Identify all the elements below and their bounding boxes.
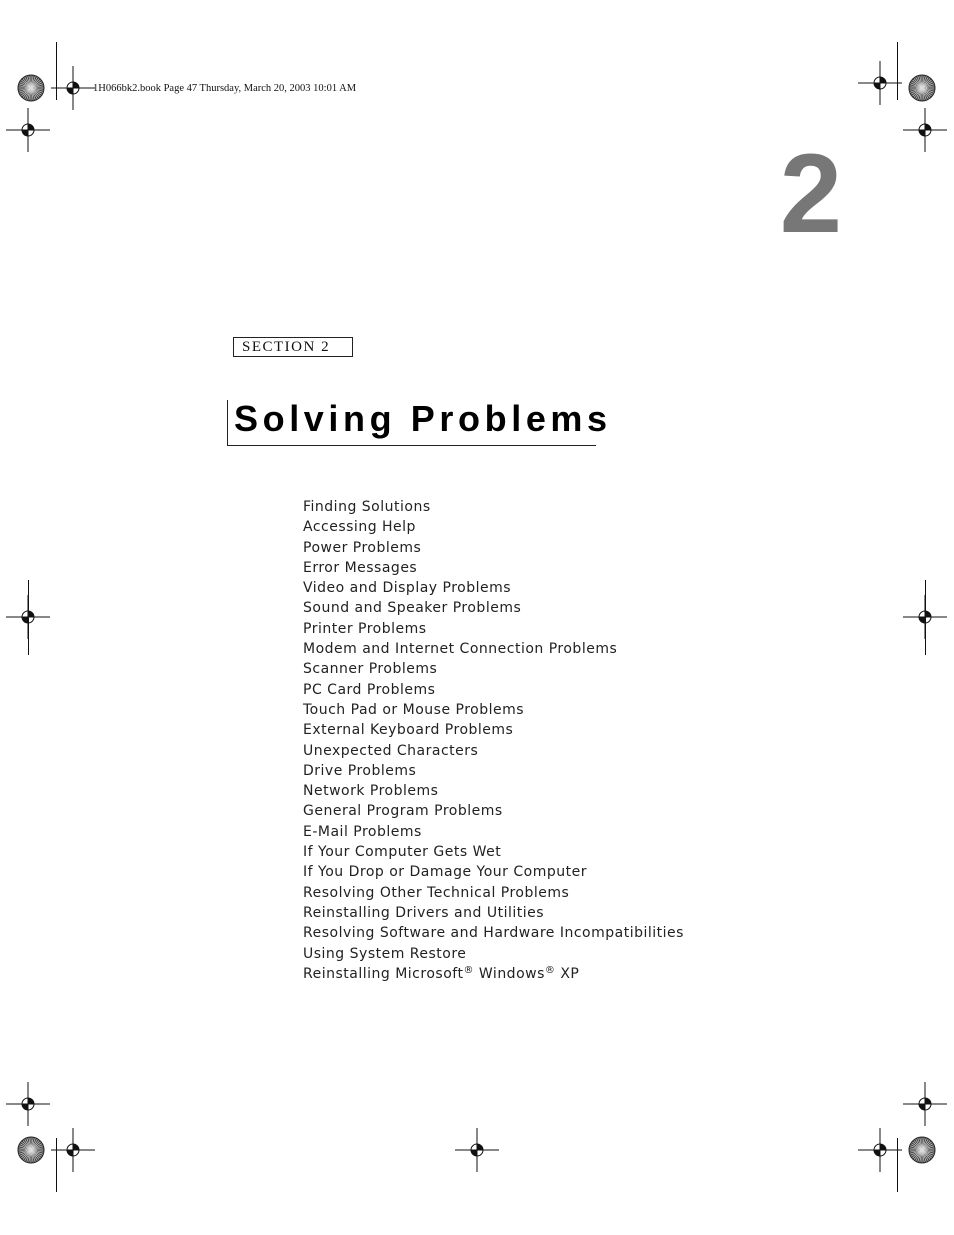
section-contents-list: [303, 497, 684, 984]
registration-crosshair-icon: [6, 108, 50, 152]
registration-crosshair-icon: [6, 1082, 50, 1126]
toc-item: If You Drop or Damage Your Computer: [303, 864, 587, 881]
page-title: Solving Problems: [234, 398, 612, 439]
registration-crosshair-icon: [903, 108, 947, 152]
toc-item: Video and Display Problems: [303, 580, 512, 597]
crop-mark-line: [925, 580, 926, 655]
toc-item: Resolving Software and Hardware Incompatibilities: [303, 925, 684, 942]
toc-item: Drive Problems: [303, 762, 417, 779]
toc-item: Resolving Other Technical Problems: [303, 884, 570, 901]
registration-crosshair-icon: [51, 66, 95, 110]
toc-item: Unexpected Characters: [303, 742, 479, 759]
toc-item: Scanner Problems: [303, 661, 438, 678]
crop-mark-line: [897, 42, 898, 100]
chapter-number: 2: [779, 131, 842, 256]
toc-item: Using System Restore: [303, 945, 467, 962]
crop-mark-line: [28, 580, 29, 655]
registration-crosshair-icon: [903, 1082, 947, 1126]
crop-mark-line: [897, 1138, 898, 1192]
registered-mark: ®: [544, 964, 556, 976]
toc-item: Modem and Internet Connection Problems: [303, 641, 618, 658]
toc-item: Printer Problems: [303, 620, 427, 637]
toc-item: Sound and Speaker Problems: [303, 600, 522, 617]
toc-item-last: [303, 964, 684, 984]
toc-item: If Your Computer Gets Wet: [303, 844, 502, 861]
registration-crosshair-icon: [455, 1128, 499, 1172]
registered-mark: ®: [463, 964, 474, 976]
toc-item: Touch Pad or Mouse Problems: [303, 701, 525, 718]
section-label: SECTION 2: [233, 337, 353, 357]
toc-item: General Program Problems: [303, 803, 503, 820]
registration-starburst-icon: [908, 1136, 936, 1164]
registration-crosshair-icon: [51, 1128, 95, 1172]
title-frame: [227, 398, 612, 446]
toc-item: PC Card Problems: [303, 681, 436, 698]
toc-item-text: Windows: [473, 965, 545, 982]
toc-item: Power Problems: [303, 539, 422, 556]
registration-crosshair-icon: [858, 61, 902, 105]
toc-item-text: Reinstalling Microsoft: [303, 965, 464, 982]
registration-starburst-icon: [908, 74, 936, 102]
toc-item: Accessing Help: [303, 519, 416, 536]
registration-starburst-icon: [17, 1136, 45, 1164]
toc-item: External Keyboard Problems: [303, 722, 514, 739]
toc-item: Error Messages: [303, 559, 418, 576]
toc-item-text: XP: [555, 965, 580, 982]
print-slug: 1H066bk2.book Page 47 Thursday, March 20, 2003 10:01 AM: [93, 83, 357, 94]
crop-mark-line: [56, 42, 57, 100]
toc-item: Network Problems: [303, 783, 439, 800]
toc-item: Finding Solutions: [303, 499, 431, 515]
toc-item: Reinstalling Drivers and Utilities: [303, 904, 545, 921]
registration-crosshair-icon: [858, 1128, 902, 1172]
crop-mark-line: [56, 1138, 57, 1192]
toc-item: E-Mail Problems: [303, 823, 422, 840]
registration-starburst-icon: [17, 74, 45, 102]
